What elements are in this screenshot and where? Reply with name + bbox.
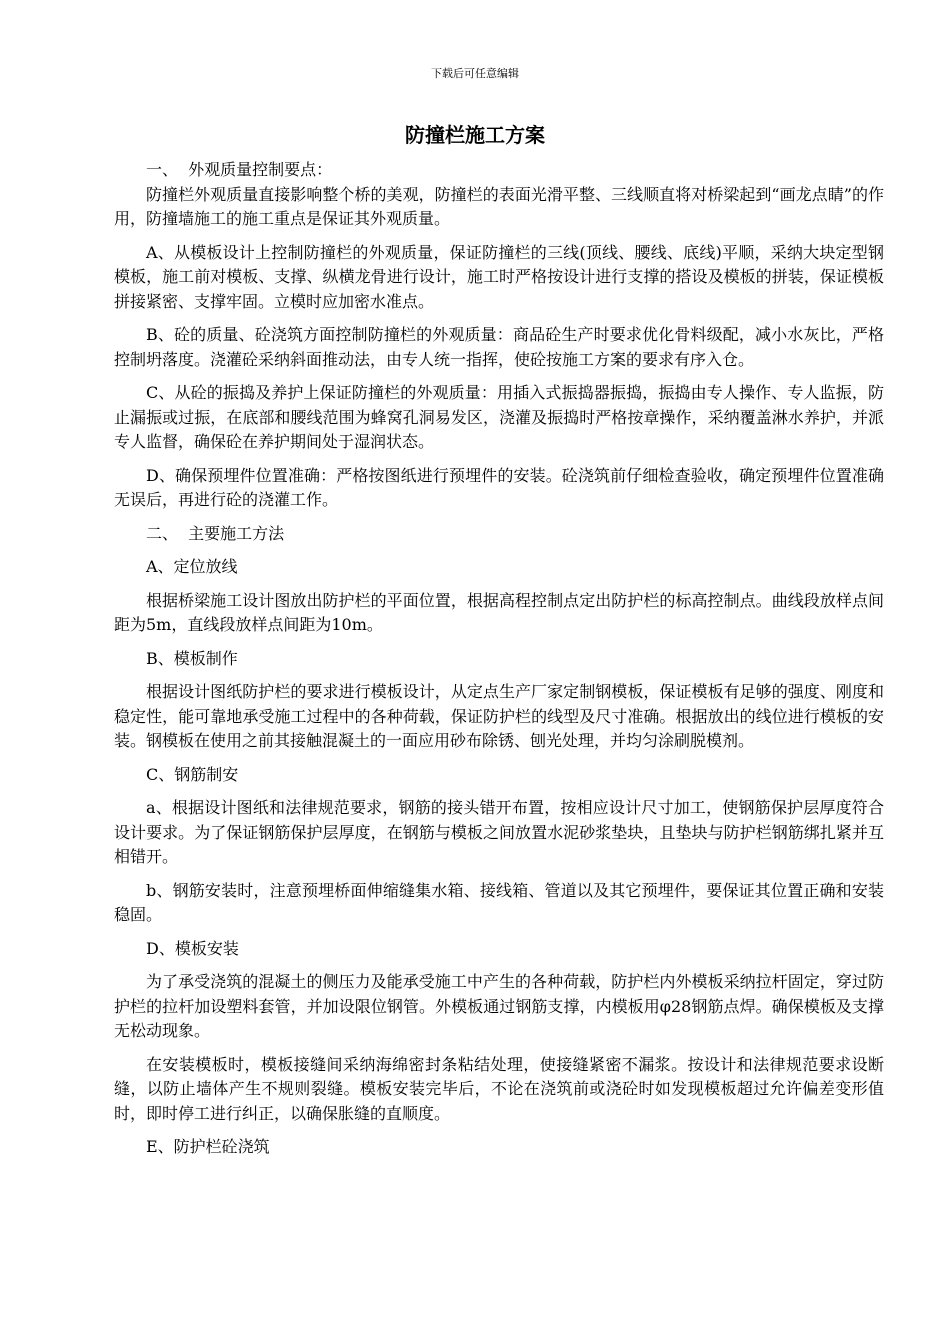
document-title: 防撞栏施工方案 (405, 123, 545, 147)
section-heading: 一、 外观质量控制要点： (146, 160, 333, 179)
paragraph: B、模板制作 (146, 648, 238, 668)
paragraph: D、模板安装 (146, 938, 239, 958)
paragraph: b、钢筋安装时，注意预埋桥面伸缩缝集水箱、接线箱、管道以及其它预埋件，要保证其位置正确和安装稳固。 (114, 880, 884, 924)
paragraph: 为了承受浇筑的混凝土的侧压力及能承受施工中产生的各种荷载，防护栏内外模板采纳拉杆固定，穿过防护栏的拉杆加设塑料套管，并加设限位钢管。外模板通过钢筋支撑，内模板用φ28钢筋点焊。确保模板及支撑无松动现象。 (114, 972, 884, 1040)
paragraph: a、根据设计图纸和法律规范要求，钢筋的接头错开布置，按相应设计尺寸加工，使钢筋保护层厚度符合设计要求。为了保证钢筋保护层厚度，在钢筋与模板之间放置水泥砂浆垫块，且垫块与防护栏钢筋绑扎紧并互相错开。 (114, 798, 884, 866)
paragraph: 在安装模板时，模板接缝间采纳海绵密封条粘结处理，使接缝紧密不漏浆。按设计和法律规范要求设断缝，以防止墙体产生不规则裂缝。模板安装完毕后，不论在浇筑前或浇砼时如发现模板超过允许偏差变形值时，即时停工进行纠正，以确保胀缝的直顺度。 (114, 1054, 884, 1123)
paragraph: E、防护栏砼浇筑 (146, 1137, 270, 1156)
paragraph: B、砼的质量、砼浇筑方面控制防撞栏的外观质量：商品砼生产时要求优化骨料级配，减小水灰比，严格控制坍落度。浇灌砼采纳斜面推动法，由专人统一指挥，使砼按施工方案的要求有序入仓。 (114, 325, 884, 369)
paragraph: C、从砼的振捣及养护上保证防撞栏的外观质量：用插入式振捣器振捣，振捣由专人操作、专人监振，防止漏振或过振，在底部和腰线范围为蜂窝孔洞易发区，浇灌及振捣时严格按章操作，采纳覆盖淋水养护，并派专人监督，确保砼在养护期间处于湿润状态。 (114, 383, 884, 451)
section-heading: 二、 主要施工方法 (146, 523, 285, 543)
paragraph: 防撞栏外观质量直接影响整个桥的美观，防撞栏的表面光滑平整、三线顺直将对桥梁起到“画龙点睛”的作用，防撞墙施工的施工重点是保证其外观质量。 (114, 184, 884, 228)
paragraph: C、钢筋制安 (146, 764, 239, 784)
paragraph: 根据设计图纸防护栏的要求进行模板设计，从定点生产厂家定制钢模板，保证模板有足够的强度、刚度和稳定性，能可靠地承受施工过程中的各种荷载，保证防护栏的线型及尺寸准确。根据放出的线位进行模板的安装。钢模板在使用之前其接触混凝土的一面应用砂布除锈、刨光处理，并均匀涂刷脱模剂。 (114, 682, 884, 750)
paragraph: 根据桥梁施工设计图放出防护栏的平面位置，根据高程控制点定出防护栏的标高控制点。曲线段放样点间距为5m，直线段放样点间距为10m。 (114, 590, 884, 634)
paragraph: D、确保预埋件位置准确：严格按图纸进行预埋件的安装。砼浇筑前仔细检查验收，确定预埋件位置准确无误后，再进行砼的浇灌工作。 (114, 465, 884, 509)
page-header: 下载后可任意编辑 (431, 67, 519, 80)
paragraph: A、从模板设计上控制防撞栏的外观质量，保证防撞栏的三线(顶线、腰线、底线)平顺，采纳大块定型钢模板，施工前对模板、支撑、纵横龙骨进行设计，施工时严格按设计进行支撑的搭设及模板的拼装，保证模板拼接紧密、支撑牢固。立模时应加密水准点。 (114, 242, 884, 311)
paragraph: A、定位放线 (146, 557, 238, 576)
document-body (114, 158, 884, 1160)
